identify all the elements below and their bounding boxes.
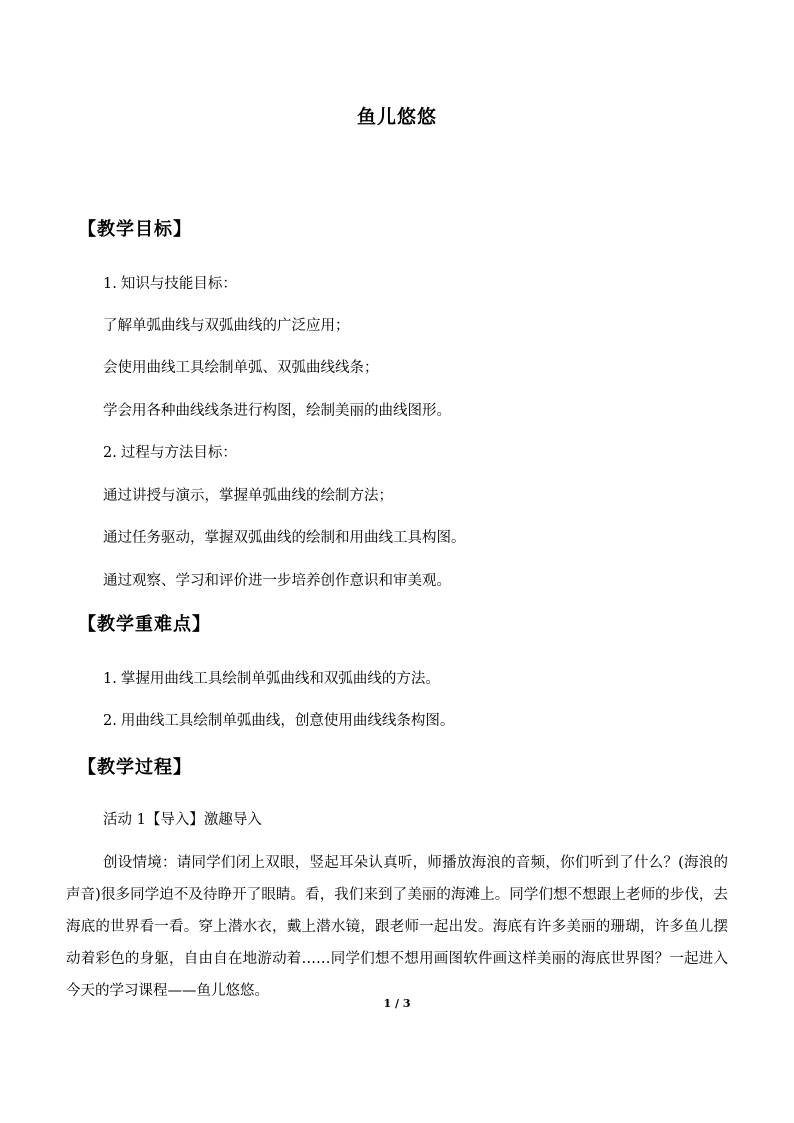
section-heading-process: 【教学过程】 [78, 757, 192, 778]
activity-heading [103, 809, 262, 831]
activity-title: 激趣导入 [203, 812, 262, 828]
activity-paragraph: 创设情境：请同学们闭上双眼，竖起耳朵认真听，师播放海浪的音频，你们听到了什么？(海浪的声音)很多同学迫不及待睁开了眼睛。看，我们来到了美丽的海滩上。同学们想不想跟上老师的步伐，去海底的世界看一看。穿上潜水衣，戴上潜水镜，跟老师一起出发。海底有许多美丽的珊瑚，许多鱼儿摆动着彩色的身躯，自由自在地游动着……同学们想不想用画图软件画这样美丽的海底世界图？一起进入今天的学习课程——鱼儿悠悠。 [66, 855, 728, 999]
objective-item-1-label: 知识与技能目标： [120, 276, 237, 292]
activity-tag: 【导入】 [145, 812, 204, 828]
document-title: 鱼儿悠悠 [356, 106, 437, 128]
activity-prefix: 活动 1 [103, 812, 146, 828]
objective-item-1-number: 1. [103, 276, 117, 292]
page-number: 1 / 3 [383, 997, 411, 1010]
key-point-item-number: 1. [103, 671, 117, 687]
objective-item-2-label: 过程与方法目标： [120, 445, 237, 461]
section-heading-objectives: 【教学目标】 [78, 219, 192, 240]
objective-line: 学会用各种曲线线条进行构图，绘制美丽的曲线图形。 [103, 403, 451, 419]
objective-line: 通过讲授与演示，掌握单弧曲线的绘制方法； [103, 488, 393, 504]
objective-line: 通过观察、学习和评价进一步培养创作意识和审美观。 [103, 573, 451, 589]
key-point-item-text: 用曲线工具绘制单弧曲线，创意使用曲线线条构图。 [120, 713, 455, 729]
key-point-item-text: 掌握用曲线工具绘制单弧曲线和双弧曲线的方法。 [120, 671, 440, 687]
objective-line: 会使用曲线工具绘制单弧、双弧曲线线条； [103, 360, 379, 376]
objective-line: 通过任务驱动，掌握双弧曲线的绘制和用曲线工具构图。 [103, 530, 466, 546]
objective-item-1 [103, 273, 237, 295]
objective-line: 了解单弧曲线与双弧曲线的广泛应用； [103, 318, 350, 334]
section-heading-key-points: 【教学重难点】 [78, 614, 211, 635]
key-point-item-number: 2. [103, 713, 117, 729]
objective-item-2-number: 2. [103, 445, 117, 461]
objective-item-2 [103, 442, 237, 464]
key-point-item-1 [103, 668, 440, 690]
key-point-item-2 [103, 710, 454, 732]
